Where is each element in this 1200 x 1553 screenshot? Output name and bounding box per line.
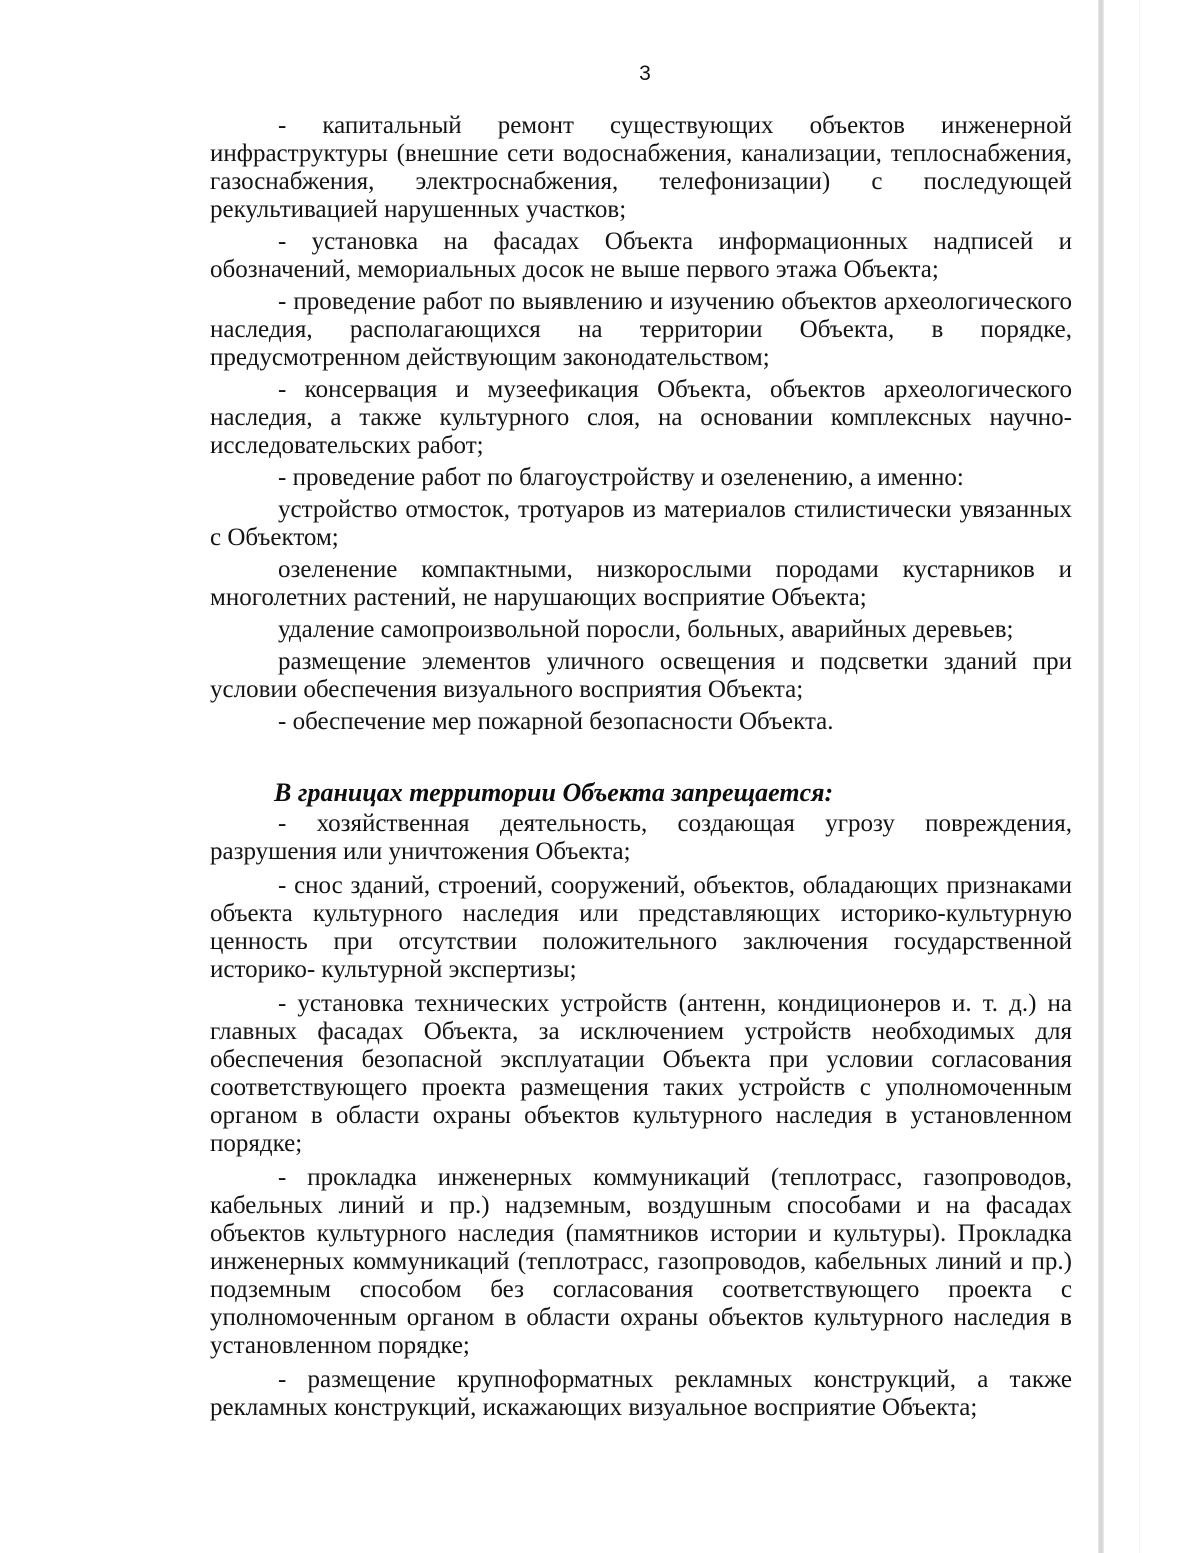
list-item: - прокладка инженерных коммуникаций (теплотрасс, газопроводов, кабельных линий и пр.) надземным, воздушным способами и на фасадах объектов культурного наследия (памятников истории и культуры). Прокладка инженерных коммуникаций (теплотрасс, газопроводов, кабельных линий и пр.) подземным способом без согласования соответствующего проекта с уполномоченным органом в области охраны объектов культурного наследия в установленном порядке; xyxy=(210,1164,1072,1359)
list-item: устройство отмосток, тротуаров из материалов стилистически увязанных с Объектом; xyxy=(210,496,1072,551)
list-item: - капитальный ремонт существующих объектов инженерной инфраструктуры (внешние сети водоснабжения, канализации, теплоснабжения, газоснабжения, электроснабжения, телефонизации) с последующей рекультивацией нарушенных участков; xyxy=(210,112,1072,223)
page-number: 3 xyxy=(639,62,651,85)
list-item: - проведение работ по благоустройству и озеленению, а именно: xyxy=(278,464,964,491)
scan-margin-line xyxy=(1139,0,1140,1553)
prohibited-list xyxy=(210,810,1072,1422)
scan-binding-edge xyxy=(1098,0,1104,1553)
list-item: - хозяйственная деятельность, создающая угрозу повреждения, разрушения или уничтожения Объекта; xyxy=(210,810,1072,865)
list-item: - проведение работ по выявлению и изучению объектов археологического наследия, располагающихся на территории Объекта, в порядке, предусмотренном действующим законодательством; xyxy=(210,288,1072,371)
list-item: - снос зданий, строений, сооружений, объектов, обладающих признаками объекта культурного наследия или представляющих историко-культурную ценность при отсутствии положительного заключения государственной историко- культурной экспертизы; xyxy=(210,872,1072,983)
list-item: - установка технических устройств (антенн, кондиционеров и. т. д.) на главных фасадах Объекта, за исключением устройств необходимых для обеспечения безопасной эксплуатации Объекта при условии согласования соответствующего проекта размещения таких устройств с уполномоченным органом в области охраны объектов культурного наследия в установленном порядке; xyxy=(210,990,1072,1157)
list-item: удаление самопроизвольной поросли, больных, аварийных деревьев; xyxy=(278,616,1014,643)
list-item: - обеспечение мер пожарной безопасности Объекта. xyxy=(278,708,834,735)
list-item: озеленение компактными, низкорослыми породами кустарников и многолетних растений, не нарушающих восприятие Объекта; xyxy=(210,556,1072,611)
permitted-list xyxy=(210,112,1072,736)
section-heading: В границах территории Объекта запрещается: xyxy=(274,778,834,807)
list-item: - размещение крупноформатных рекламных конструкций, а также рекламных конструкций, искажающих визуальное восприятие Объекта; xyxy=(210,1366,1072,1421)
list-item: размещение элементов уличного освещения и подсветки зданий при условии обеспечения визуального восприятия Объекта; xyxy=(210,648,1072,703)
document-body xyxy=(210,112,1072,1428)
list-item: - консервация и музеефикация Объекта, объектов археологического наследия, а также культурного слоя, на основании комплексных научно-исследовательских работ; xyxy=(210,376,1072,459)
list-item: - установка на фасадах Объекта информационных надписей и обозначений, мемориальных досок не выше первого этажа Объекта; xyxy=(210,228,1072,283)
